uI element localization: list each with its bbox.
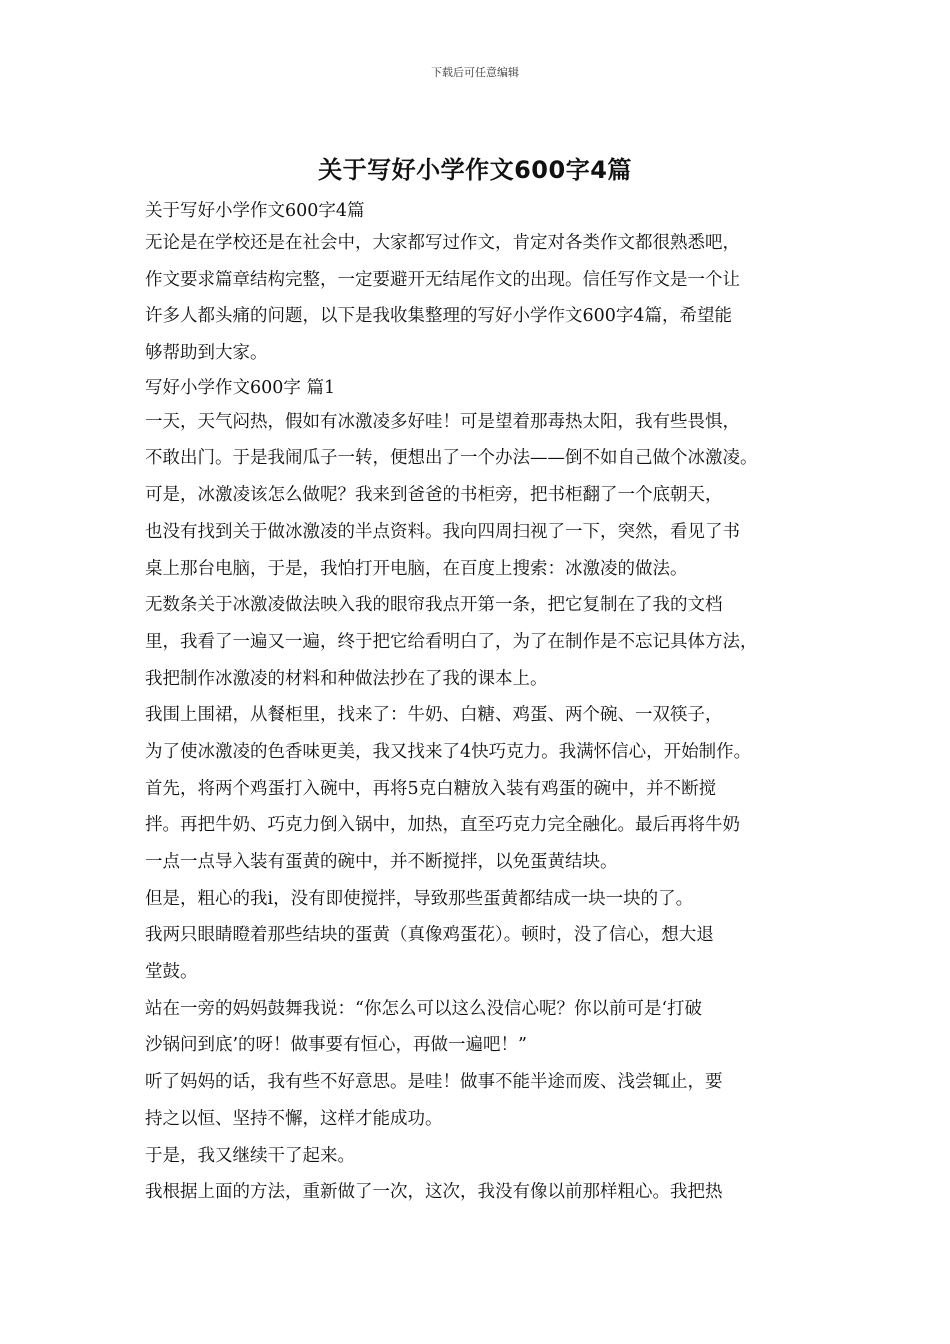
body-line: 里，我看了一遍又一遍，终于把它给看明白了，为了在制作是不忘记具体方法， (145, 631, 758, 652)
body-line: 听了妈妈的话，我有些不好意思。是哇！做事不能半途而废、浅尝辄止，要 (145, 1072, 723, 1093)
document-body (145, 198, 825, 1211)
section-heading: 写好小学作文600字 篇1 (145, 377, 336, 398)
body-line: 够帮助到大家。 (145, 343, 268, 364)
body-line: 首先，将两个鸡蛋打入碗中，再将5克白糖放入装有鸡蛋的碗中，并不断搅 (145, 778, 717, 799)
body-line: 一点一点导入装有蛋黄的碗中，并不断搅拌，以免蛋黄结块。 (145, 852, 618, 872)
body-line: 我把制作冰激凌的材料和种做法抄在了我的课本上。 (145, 668, 548, 689)
body-line: 持之以恒、坚持不懈，这样才能成功。 (145, 1108, 443, 1129)
body-line: 为了使冰激凌的色香味更美，我又找来了4快巧克力。我满怀信心，开始制作。 (145, 741, 752, 762)
header-note: 下载后可任意编辑 (431, 66, 519, 79)
body-line: 无论是在学校还是在社会中，大家都写过作文，肯定对各类作文都很熟悉吧， (145, 233, 740, 253)
body-line: 我两只眼睛瞪着那些结块的蛋黄（真像鸡蛋花）。顿时，没了信心，想大退 (145, 925, 714, 946)
body-line: 于是，我又继续干了起来。 (145, 1145, 355, 1166)
body-line: 桌上那台电脑，于是，我怕打开电脑，在百度上搜索：冰激凌的做法。 (145, 558, 688, 579)
body-line: 堂鼓。 (145, 962, 198, 983)
body-line: 许多人都头痛的问题，以下是我收集整理的写好小学作文600字4篇，希望能 (145, 306, 733, 327)
body-line: 我根据上面的方法，重新做了一次，这次，我没有像以前那样粗心。我把热 (145, 1182, 723, 1203)
body-line: 作文要求篇章结构完整，一定要避开无结尾作文的出现。信任写作文是一个让 (145, 269, 740, 290)
body-line: 拌。再把牛奶、巧克力倒入锅中，加热，直至巧克力完全融化。最后再将牛奶 (145, 815, 740, 836)
body-line: 但是，粗心的我i，没有即使搅拌，导致那些蛋黄都结成一块一块的了。 (145, 888, 694, 909)
body-line: 也没有找到关于做冰激凌的半点资料。我向四周扫视了一下，突然，看见了书 (145, 521, 740, 542)
body-line: 沙锅问到底’的呀！做事要有恒心，再做一遍吧！” (145, 1035, 528, 1056)
body-line: 可是，冰激凌该怎么做呢？我来到爸爸的书柜旁，把书柜翻了一个底朝天， (145, 485, 723, 506)
body-line: 不敢出门。于是我闹瓜子一转，便想出了一个办法——倒不如自己做个冰激凌。 (145, 448, 758, 469)
body-line: 一天，天气闷热，假如有冰激凌多好哇！可是望着那毒热太阳，我有些畏惧， (145, 411, 740, 432)
body-line: 无数条关于冰激凌做法映入我的眼帘我点开第一条，把它复制在了我的文档 (145, 595, 723, 616)
body-line: 站在一旁的妈妈鼓舞我说：“你怎么可以这么没信心呢？你以前可是‘打破 (145, 998, 703, 1019)
body-line: 关于写好小学作文600字4篇 (145, 201, 365, 221)
document-title: 关于写好小学作文600字4篇 (318, 156, 632, 184)
body-line: 我围上围裙，从餐柜里，找来了：牛奶、白糖、鸡蛋、两个碗、一双筷子， (145, 705, 723, 726)
